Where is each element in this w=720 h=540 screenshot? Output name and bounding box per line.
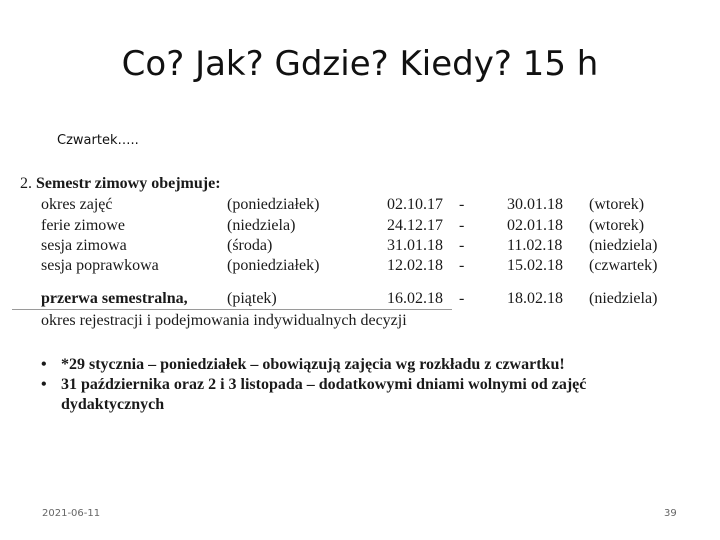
start-date: 02.10.17 xyxy=(387,196,443,213)
end-weekday: (niedziela) xyxy=(589,290,658,307)
start-weekday: (piątek) xyxy=(227,290,277,307)
start-date: 16.02.18 xyxy=(387,290,443,307)
start-weekday: (poniedziałek) xyxy=(227,257,320,274)
end-date: 11.02.18 xyxy=(507,237,563,254)
note-item xyxy=(41,375,691,415)
start-date: 31.01.18 xyxy=(387,237,443,254)
end-weekday: (niedziela) xyxy=(589,237,658,254)
slide-subtitle: Czwartek….. xyxy=(57,133,139,148)
divider xyxy=(12,309,452,310)
period-name: ferie zimowe xyxy=(41,217,125,234)
end-date: 15.02.18 xyxy=(507,257,563,274)
period-name: sesja zimowa xyxy=(41,237,127,254)
range-dash: - xyxy=(459,196,465,213)
schedule-row xyxy=(41,217,701,237)
end-weekday: (wtorek) xyxy=(589,217,645,234)
footer-date: 2021-06-11 xyxy=(42,508,101,519)
note-text: *29 stycznia – poniedziałek – obowiązują zajęcia wg rozkładu z czwartku! xyxy=(61,356,565,373)
section-number: 2. xyxy=(20,175,32,192)
notes-list xyxy=(41,355,691,415)
end-weekday: (wtorek) xyxy=(589,196,645,213)
note-text: 31 października oraz 2 i 3 listopada – dodatkowymi dniami wolnymi od zajęć dydaktycznych xyxy=(61,376,587,413)
end-weekday: (czwartek) xyxy=(589,257,658,274)
period-name: sesja poprawkowa xyxy=(41,257,159,274)
end-date: 02.01.18 xyxy=(507,217,563,234)
start-weekday: (poniedziałek) xyxy=(227,196,320,213)
slide-title: Co? Jak? Gdzie? Kiedy? 15 h xyxy=(121,44,599,84)
registration-period: okres rejestracji i podejmowania indywidualnych decyzji xyxy=(41,312,407,329)
schedule-row xyxy=(41,237,701,257)
range-dash: - xyxy=(459,237,465,254)
start-weekday: (niedziela) xyxy=(227,217,296,234)
end-date: 18.02.18 xyxy=(507,290,563,307)
period-name: okres zajęć xyxy=(41,196,113,213)
break-name: przerwa semestralna, xyxy=(41,290,188,307)
note-item xyxy=(41,355,691,375)
start-date: 12.02.18 xyxy=(387,257,443,274)
schedule-row xyxy=(41,196,701,216)
schedule-row xyxy=(41,257,701,277)
end-date: 30.01.18 xyxy=(507,196,563,213)
page-number: 39 xyxy=(664,508,677,519)
start-date: 24.12.17 xyxy=(387,217,443,234)
semester-heading-text: Semestr zimowy obejmuje: xyxy=(36,175,221,192)
start-weekday: (środa) xyxy=(227,237,273,254)
range-dash: - xyxy=(459,217,465,234)
bullet-icon: • xyxy=(41,376,47,393)
range-dash: - xyxy=(459,290,465,307)
semester-break-row xyxy=(41,290,701,310)
range-dash: - xyxy=(459,257,465,274)
semester-heading xyxy=(20,175,221,193)
scanned-schedule xyxy=(12,172,702,422)
bullet-icon: • xyxy=(41,356,47,373)
